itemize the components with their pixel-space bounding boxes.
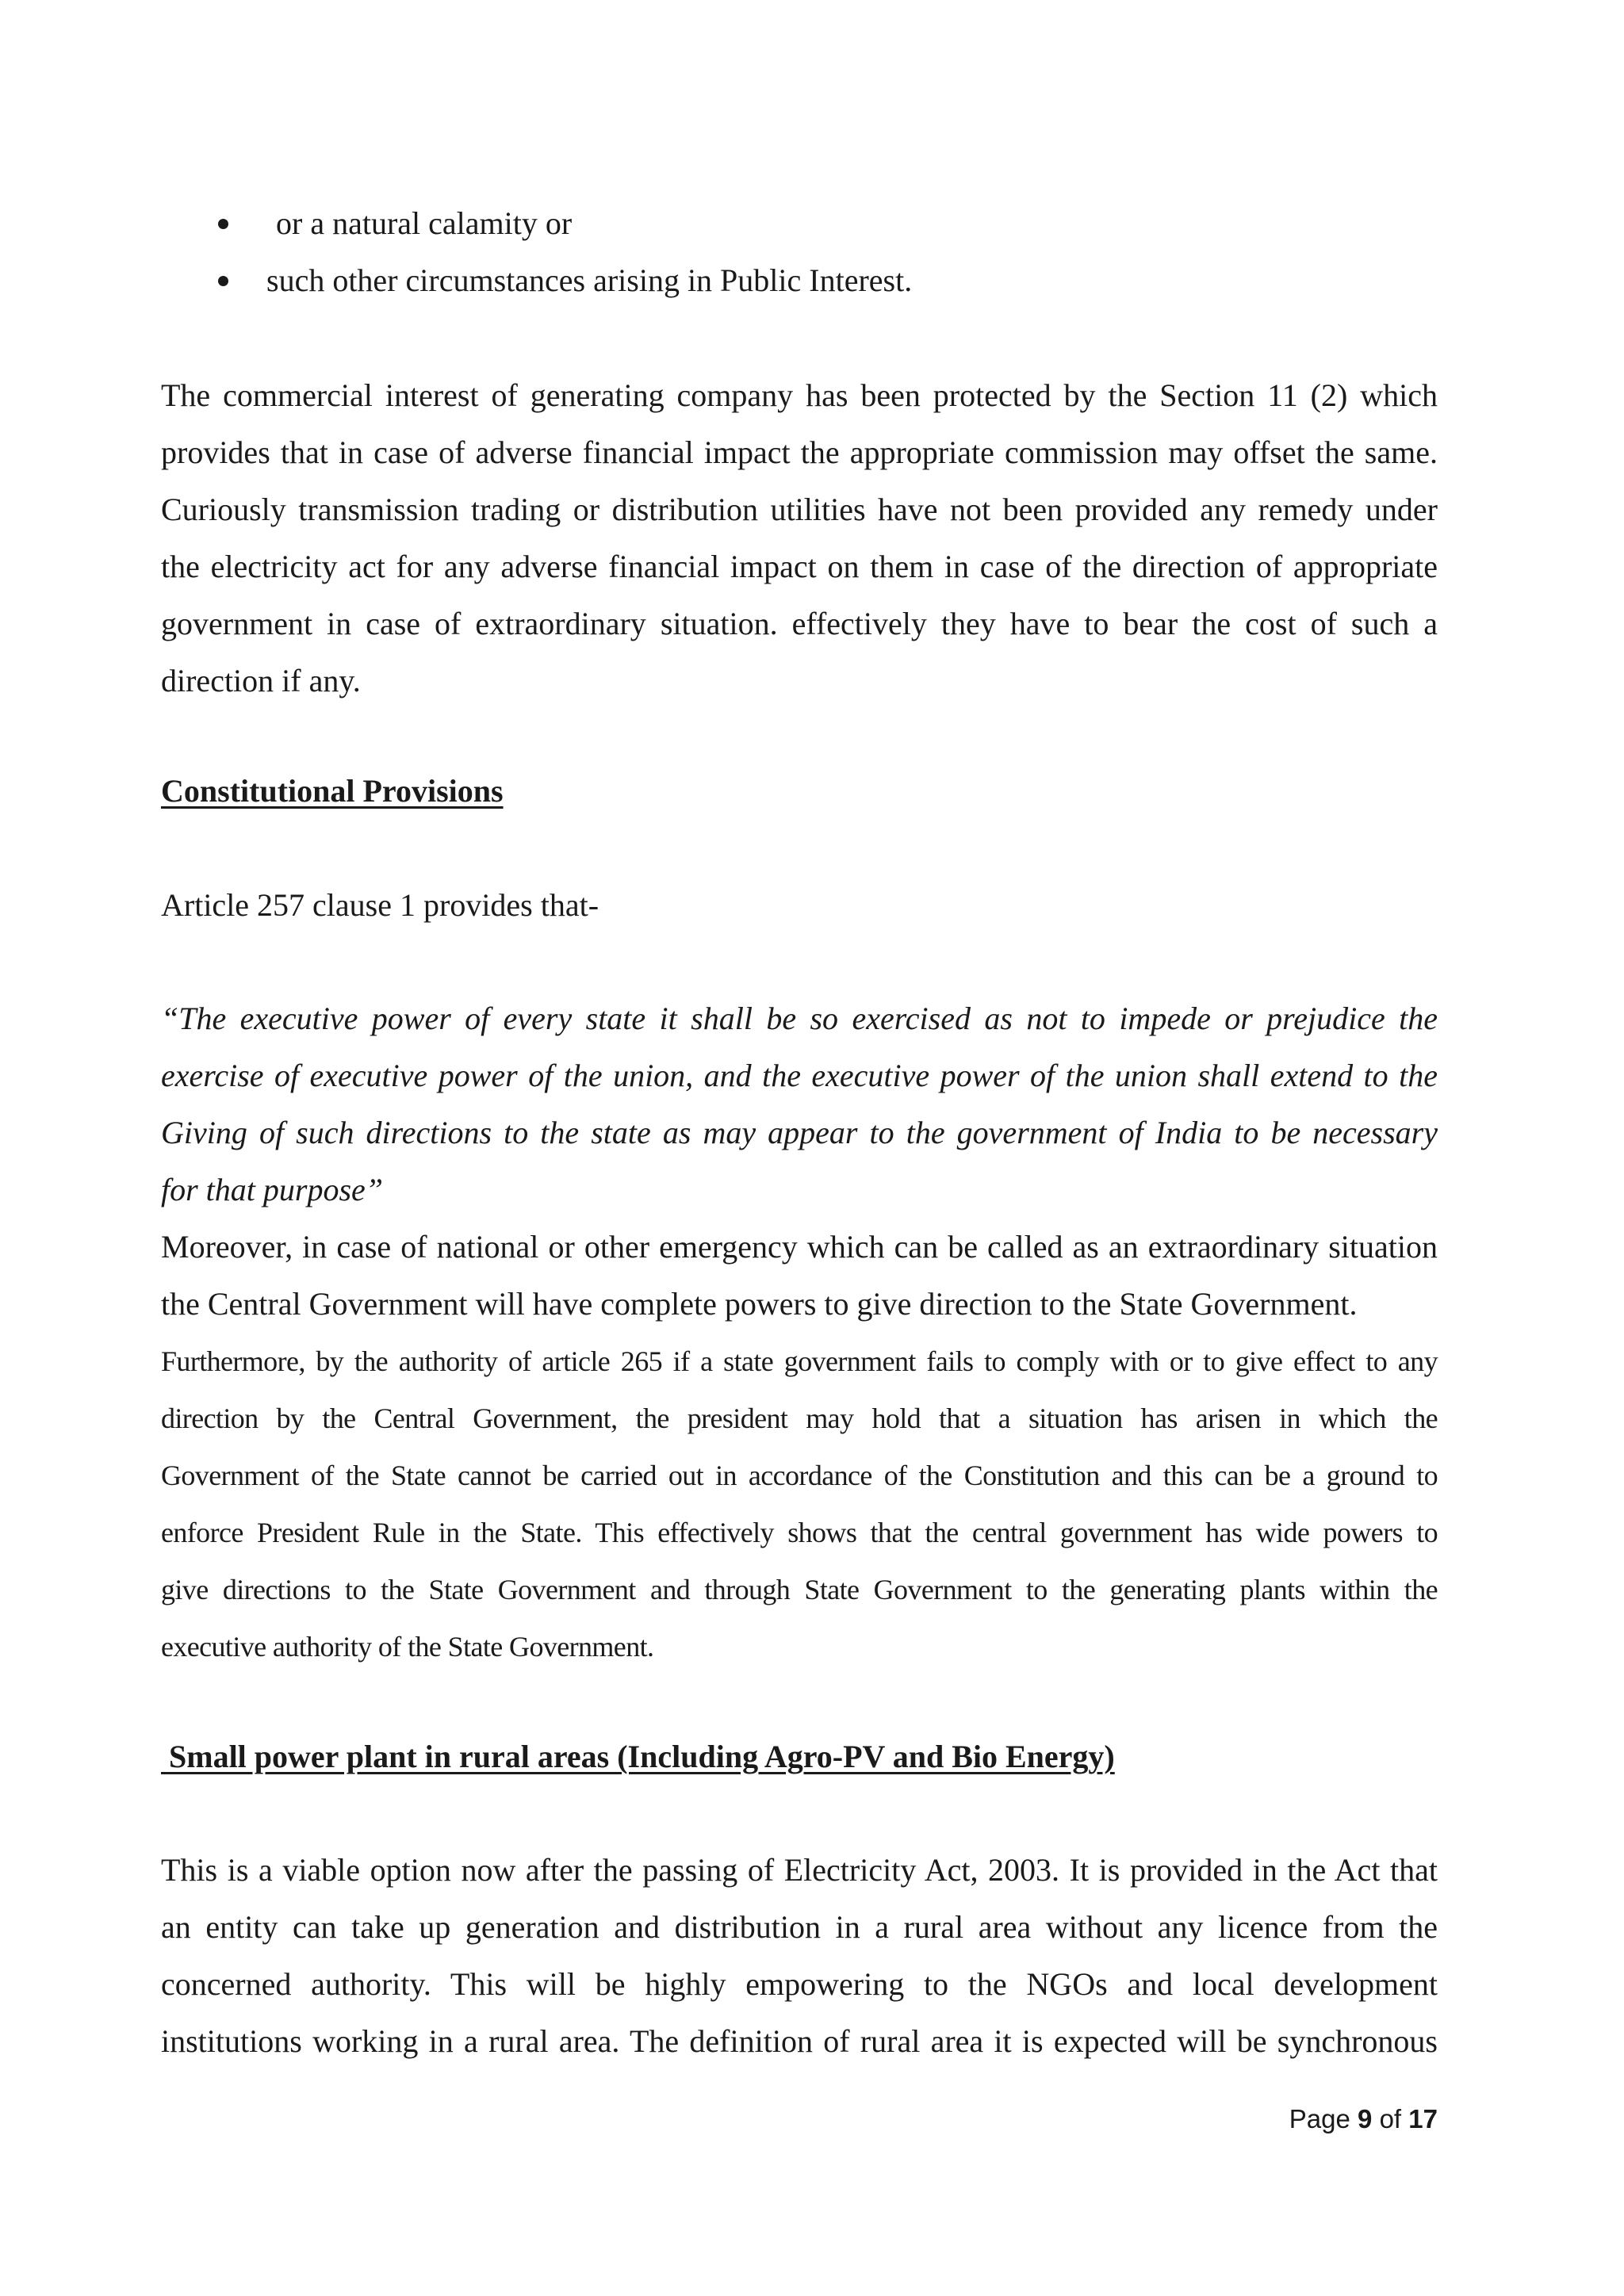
bullet-text: such other circumstances arising in Public Interest. — [266, 262, 913, 298]
page-number-footer — [1289, 2099, 1438, 2139]
text-line: Curiously transmission trading or distribution utilities have not been provided any remedy under — [161, 492, 1438, 527]
text-line: the Central Government will have complete powers to give direction to the State Government. — [161, 1286, 1358, 1322]
text-line: enforce President Rule in the State. This effectively shows that the central government has wide powers to — [161, 1517, 1438, 1548]
text-line: Moreover, in case of national or other emergency which can be called as an extraordinary situation — [161, 1229, 1438, 1265]
text-line: executive authority of the State Government. — [161, 1631, 654, 1663]
paragraph-commercial-interest — [161, 367, 1438, 710]
text-line: direction by the Central Government, the president may hold that a situation has arisen in which the — [161, 1402, 1438, 1434]
list-item — [161, 195, 1438, 252]
text-line: “The executive power of every state it shall be so exercised as not to impede or prejudice the — [161, 1001, 1438, 1036]
text-line: direction if any. — [161, 663, 361, 698]
list-item — [161, 252, 1438, 309]
bullet-icon — [218, 276, 228, 286]
text-line: exercise of executive power of the union, and the executive power of the union shall extend to the — [161, 1058, 1438, 1093]
text-line: concerned authority. This will be highly empowering to the NGOs and local development — [161, 1966, 1438, 2002]
article-intro — [161, 877, 1438, 934]
paragraph-emergency — [161, 1219, 1438, 1333]
bullet-text: or a natural calamity or — [276, 205, 573, 241]
text-line: Government of the State cannot be carried out in accordance of the Constitution and this can be a ground to — [161, 1460, 1438, 1491]
text-line: give directions to the State Government and through State Government to the generating plants within the — [161, 1574, 1438, 1605]
text-line: Furthermore, by the authority of article 265 if a state government fails to comply with or to give effect to any — [161, 1345, 1438, 1377]
article-quote — [161, 990, 1438, 1219]
section-heading-constitutional: Constitutional Provisions — [161, 773, 504, 809]
of-word: of — [1379, 2104, 1402, 2133]
bullet-icon — [218, 219, 228, 229]
text-line: This is a viable option now after the passing of Electricity Act, 2003. It is provided in the Act that — [161, 1852, 1438, 1888]
total-pages-number: 17 — [1408, 2104, 1438, 2133]
page-word: Page — [1289, 2104, 1350, 2133]
text-line: Article 257 clause 1 provides that- — [161, 887, 599, 923]
text-line: Giving of such directions to the state as may appear to the government of India to be necessary — [161, 1115, 1438, 1150]
text-line: The commercial interest of generating company has been protected by the Section 11 (2) which — [161, 377, 1438, 413]
text-line: government in case of extraordinary situation. effectively they have to bear the cost of such a — [161, 606, 1438, 641]
text-line: provides that in case of adverse financial impact the appropriate commission may offset the same. — [161, 434, 1438, 470]
paragraph-article-265 — [161, 1333, 1438, 1675]
current-page-number: 9 — [1358, 2104, 1373, 2133]
section-heading-small-power-plant: Small power plant in rural areas (Including Agro-PV and Bio Energy) — [161, 1739, 1115, 1774]
paragraph-rural-areas — [161, 1842, 1438, 2070]
bullet-list — [161, 195, 1438, 309]
text-line: an entity can take up generation and distribution in a rural area without any licence from the — [161, 1909, 1438, 1945]
text-line: the electricity act for any adverse financial impact on them in case of the direction of appropriate — [161, 549, 1438, 584]
text-line: institutions working in a rural area. The definition of rural area it is expected will be synchronous — [161, 2023, 1438, 2059]
text-line: for that purpose” — [161, 1172, 384, 1207]
